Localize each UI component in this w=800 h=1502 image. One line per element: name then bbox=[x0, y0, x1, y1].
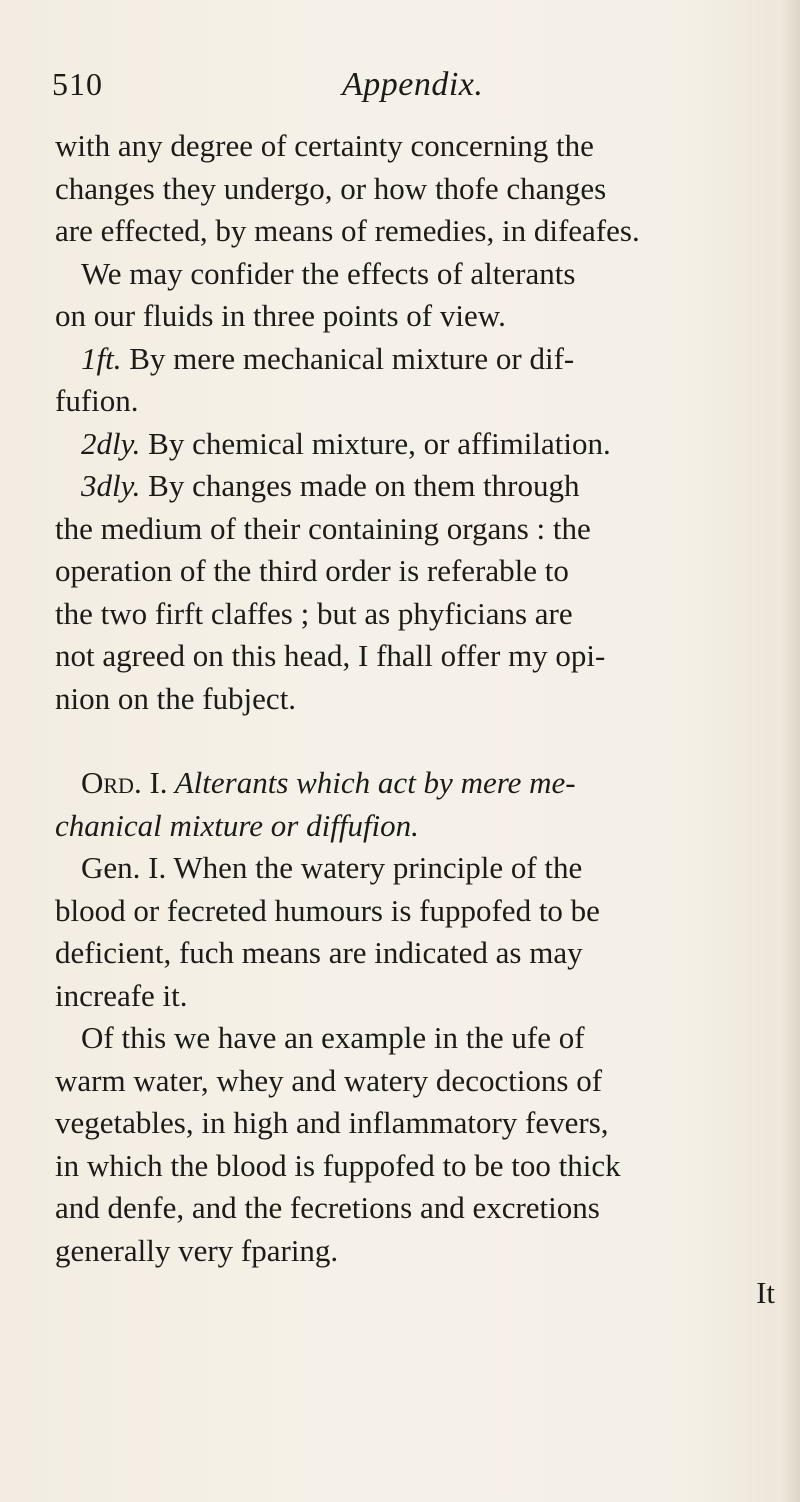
order-heading bbox=[55, 762, 775, 805]
text-line: blood or fecreted humours is fuppofed to be bbox=[55, 892, 600, 928]
text-line: nion on the fubject. bbox=[55, 680, 297, 716]
text-line: generally very fparing. bbox=[55, 1232, 339, 1268]
ordinal-label: 1ft. bbox=[81, 340, 122, 376]
text-line: operation of the third order is referable to bbox=[55, 553, 569, 588]
text-line: deficient, fuch means are indicated as may bbox=[55, 935, 583, 970]
text-line: We may confider the effects of alterants bbox=[81, 255, 576, 291]
text-line: are effected, by means of remedies, in difeafes. bbox=[55, 213, 640, 248]
text-line: not agreed on this head, I fhall offer my opi- bbox=[55, 638, 606, 673]
text-line: fufion. bbox=[55, 383, 139, 418]
section-gap bbox=[55, 720, 775, 762]
text-line: warm water, whey and watery decoctions of bbox=[55, 1062, 603, 1098]
order-title-continued: chanical mixture or diffufion. bbox=[55, 807, 419, 843]
text-line: Gen. I. When the watery principle of the bbox=[81, 850, 583, 885]
text-line: the two firft claffes ; but as phyficians are bbox=[55, 595, 573, 631]
list-text: By changes made on them through bbox=[140, 468, 580, 503]
text-line: on our fluids in three points of view. bbox=[55, 298, 506, 333]
running-head: Appendix. bbox=[342, 66, 484, 103]
text-line: vegetables, in high and inflammatory fevers, bbox=[55, 1105, 609, 1140]
list-item-third bbox=[55, 465, 775, 508]
order-title: Alterants which act by mere me- bbox=[167, 765, 576, 800]
list-text: By chemical mixture, or affimilation. bbox=[140, 425, 611, 461]
ordinal-label: 3dly. bbox=[81, 468, 141, 503]
text-line: Of this we have an example in the ufe of bbox=[81, 1020, 585, 1055]
body-text bbox=[55, 125, 775, 1315]
list-item-second bbox=[55, 423, 775, 466]
list-item-first bbox=[55, 338, 775, 381]
text-line: the medium of their containing organs : the bbox=[55, 510, 591, 546]
page-header bbox=[52, 66, 752, 106]
list-text: By mere mechanical mixture or dif- bbox=[121, 340, 575, 376]
text-line: changes they undergo, or how thofe changes bbox=[55, 170, 607, 206]
text-line: in which the blood is fuppofed to be too thick bbox=[55, 1147, 621, 1183]
page-number: 510 bbox=[52, 66, 103, 102]
text-line: increafe it. bbox=[55, 977, 188, 1013]
order-label: Ord. I. bbox=[81, 765, 168, 800]
text-line: and denfe, and the fecretions and excretions bbox=[55, 1190, 600, 1225]
catchword: It bbox=[756, 1275, 775, 1310]
page-edge-shadow bbox=[782, 0, 800, 1502]
ordinal-label: 2dly. bbox=[81, 425, 141, 461]
text-line: with any degree of certainty concerning the bbox=[55, 128, 594, 163]
